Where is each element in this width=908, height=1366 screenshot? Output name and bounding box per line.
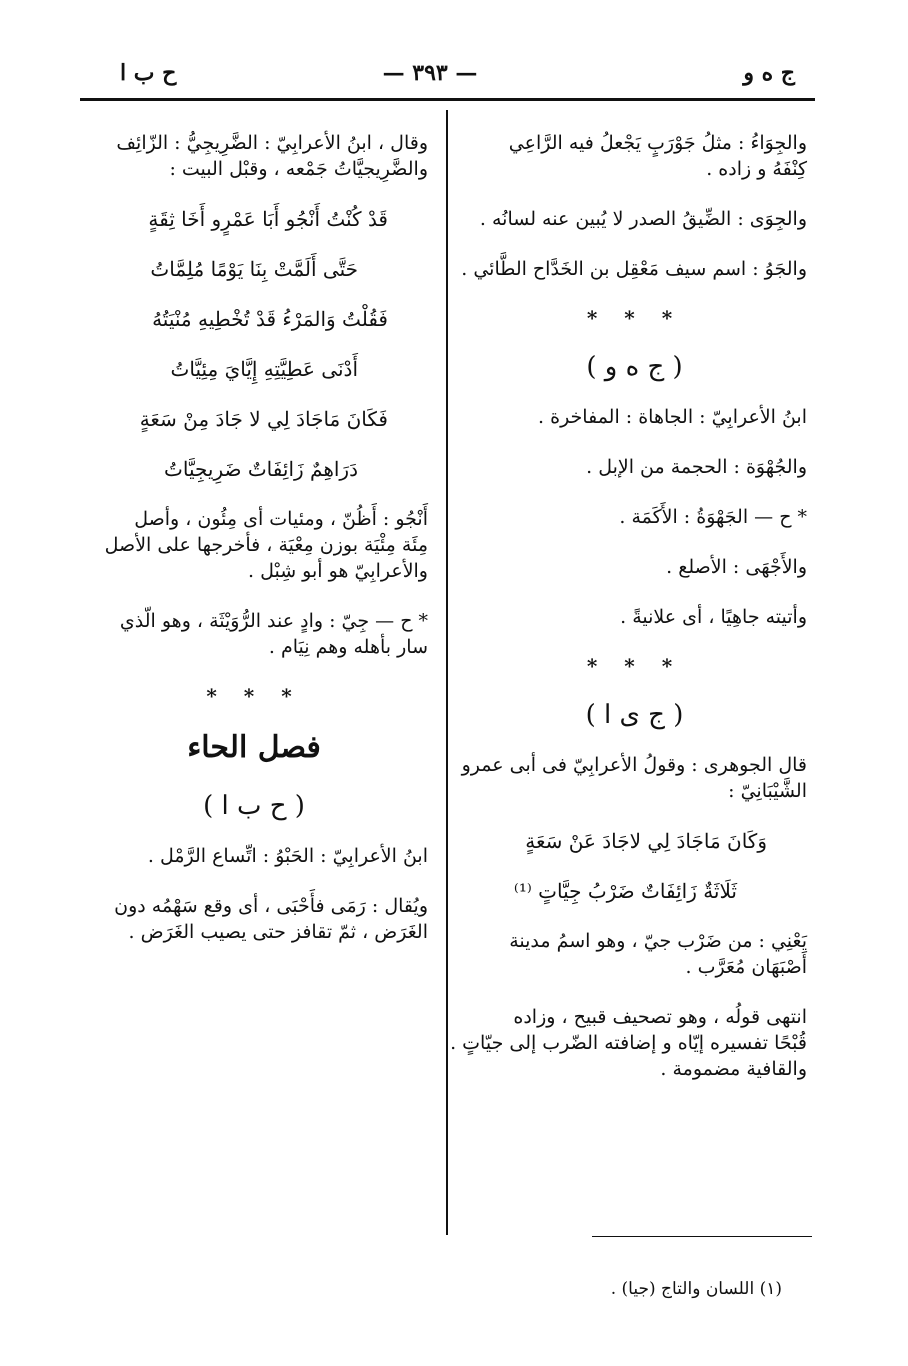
text-line: كِنْفَهُ و زاده . bbox=[706, 158, 807, 180]
entry bbox=[462, 604, 807, 630]
entry bbox=[450, 1004, 807, 1082]
verse-line: حَتَّى أَلَمَّتْ بِنَا يَوْمًا مُلِمَّاتُ bbox=[150, 257, 358, 281]
entry-jawa bbox=[462, 130, 807, 182]
text-line: والأعرابِيّ هو أبو شِبْل . bbox=[248, 560, 428, 582]
text-line: انتهى قولُه ، وهو تصحيف قبيح ، وزاده bbox=[513, 1006, 807, 1028]
verse-line: فَقُلْتُ وَالمَرْءُ قَدْ تُخْطِيهِ مُنْيَتُهُ bbox=[152, 307, 388, 331]
section-stars: * * * bbox=[586, 306, 683, 330]
footnote: (١) اللسان والتاج (جيا) . bbox=[610, 1279, 782, 1299]
text-line: والجِوَاءُ : مثلُ جَوْرَبٍ يَجْعلُ فيه الرَّاعِي bbox=[508, 132, 807, 154]
text-line: ابنُ الأعرابِيّ : الحَبْوُ : اتِّساع الرَّمْل . bbox=[147, 845, 428, 867]
text-line: أَصْبَهَان مُعَرَّب . bbox=[685, 956, 807, 978]
text-line: الشَّيْبَانِيّ : bbox=[728, 780, 807, 802]
entry bbox=[80, 843, 428, 869]
root-heading: ( ج ه و ) bbox=[586, 352, 683, 382]
running-head-root-right: ج ه و bbox=[743, 60, 795, 86]
root-heading: ( ح ب ا ) bbox=[203, 791, 305, 821]
text-line: قال الجوهرى : وقولُ الأعرابِيّ فى أبى عمرو bbox=[461, 754, 807, 776]
verse-line: دَرَاهِمٌ زَائِفَاتٌ ضَرِيجِيَّاتُ bbox=[164, 457, 358, 481]
page-number: — ٣٩٣ — bbox=[382, 60, 478, 86]
verse-line: وَكَانَ مَاجَادَ لِي لاجَادَ عَنْ سَعَةٍ bbox=[525, 829, 767, 853]
verse-line: ثَلَاثَةٌ زَائِفَاتٌ ضَرْبُ جِيَّاتٍ ⁽¹⁾ bbox=[513, 879, 737, 903]
entry bbox=[462, 504, 807, 530]
text-line: والجَوُ : اسم سيف مَعْقِل بن الخَدَّاح الطَّائي . bbox=[461, 258, 807, 280]
section-stars: * * * bbox=[586, 654, 683, 678]
text-line: ابنُ الأعرابِيّ : الجاهاة : المفاخرة . bbox=[538, 406, 807, 428]
entry bbox=[80, 506, 428, 584]
text-line: وقال ، ابنُ الأعرابِيّ : الضَّرِيجِيُّ : الزّائِف bbox=[116, 132, 428, 154]
text-line: أَنْجُو : أَظُنّ ، ومئيات أى مِئُون ، وأصل bbox=[134, 508, 428, 530]
running-head-root-left: ح ب ا bbox=[120, 60, 177, 86]
entry bbox=[462, 404, 807, 430]
entry bbox=[462, 454, 807, 480]
root-heading: ( ج ى ا ) bbox=[585, 700, 684, 730]
entry bbox=[80, 893, 428, 945]
text-line: سار بأهله وهم نِيَام . bbox=[268, 636, 428, 658]
text-line: قُبْحًا تفسيره إيّاه و إضافته الضّرب إلى جيّاتٍ . bbox=[450, 1032, 807, 1054]
entry bbox=[80, 130, 428, 182]
entry bbox=[462, 554, 807, 580]
column-divider bbox=[446, 110, 448, 1235]
verse-line: أَدْنَى عَطِيَّتِهِ إِيَّايَ مِئِيَّاتُ bbox=[170, 357, 358, 381]
entry-jaw bbox=[462, 256, 807, 282]
text-line: والأَجْهَى : الأصلع . bbox=[666, 556, 807, 578]
text-line: يَعْنِي : من ضَرْب جيّ ، وهو اسمُ مدينة bbox=[509, 930, 807, 952]
text-line: * ح — جِيّ : وادٍ عند الرُّوَيْثَة ، وهو الّذي bbox=[119, 610, 428, 632]
left-column bbox=[80, 130, 428, 969]
entry-jawa-2 bbox=[462, 206, 807, 232]
verse-line: فَكَانَ مَاجَادَ لِي لا جَادَ مِنْ سَعَةٍ bbox=[139, 407, 388, 431]
entry bbox=[462, 928, 807, 980]
text-line: والقافية مضمومة . bbox=[660, 1058, 807, 1080]
header-rule bbox=[80, 98, 815, 101]
entry bbox=[462, 752, 807, 804]
running-head bbox=[80, 60, 795, 94]
text-line: وأتيته جاهِيًا ، أى علانيةً . bbox=[620, 606, 807, 628]
text-line: * ح — الجَهْوَةُ : الأَكَمَة . bbox=[619, 506, 807, 528]
footnote-rule bbox=[592, 1236, 812, 1237]
entry bbox=[80, 608, 428, 660]
text-line: والجُهْوَة : الحجمة من الإبل . bbox=[586, 456, 807, 478]
text-line: والضَّرِيجيَّاتُ جَمْعه ، وقبْل البيت : bbox=[169, 158, 428, 180]
section-stars: * * * bbox=[206, 684, 302, 708]
section-title: فصل الحاء bbox=[187, 730, 321, 765]
text-line: ويُقال : رَمَى فأَحْبَى ، أى وقع سَهْمُه دون bbox=[114, 895, 428, 917]
right-column bbox=[450, 130, 807, 1106]
text-line: الغَرَض ، ثمّ تقافز حتى يصيب الغَرَض . bbox=[128, 921, 428, 943]
verse-line: قَدْ كُنْتُ أَنْجُو أَبَا عَمْرٍو أَخَا ثِقَةٍ bbox=[148, 207, 388, 231]
text-line: مِئَة مِئْيَة بوزن مِعْيَة ، فأخرجها على الأصل bbox=[104, 534, 428, 556]
text-line: والجِوَى : الضِّيقُ الصدر لا يُبين عنه لسانُه . bbox=[479, 208, 807, 230]
